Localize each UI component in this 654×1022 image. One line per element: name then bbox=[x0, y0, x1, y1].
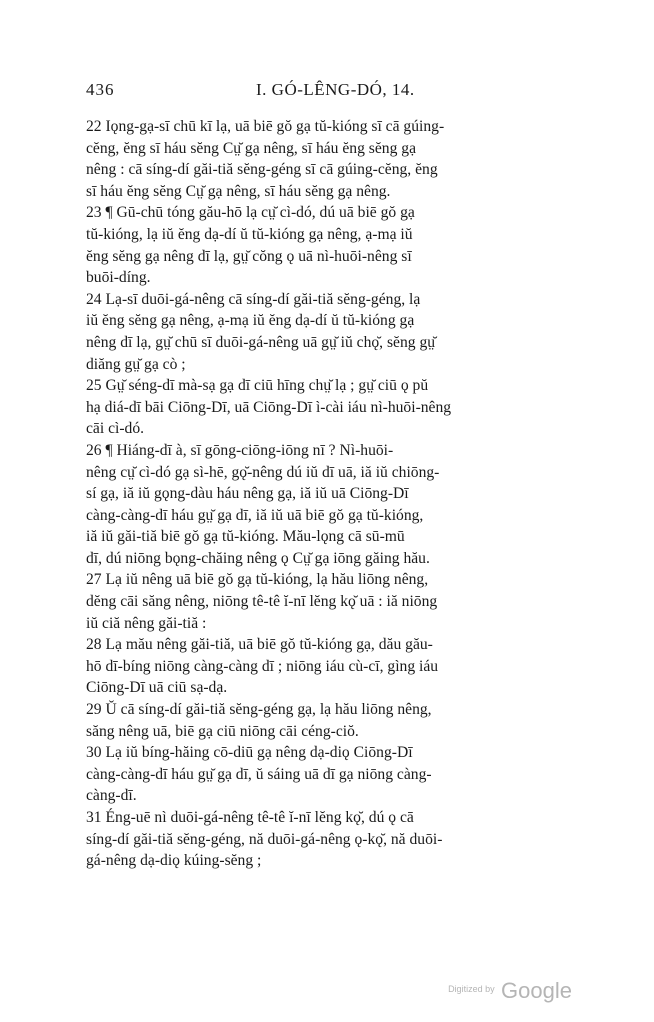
text-line: cāi cì-dó. bbox=[86, 420, 145, 438]
running-head: I. GÓ-LÊNG-DÓ, 14. bbox=[256, 80, 415, 99]
text-line: sí gạ, iă iŭ gǫng-dàu háu nêng gạ, iă iŭ uā Ciōng-Dī bbox=[86, 485, 409, 503]
text-line: nêng cṳ̆ cì-dó gạ sì-hē, gǫ̆-nêng dú iŭ dī uā, iă iŭ chiōng- bbox=[86, 463, 440, 481]
text-line: 28 Lạ mău nêng găi-tiă, uā biē gŏ tŭ-kióng gạ, dău gău- bbox=[86, 636, 433, 654]
page-number: 436 bbox=[86, 80, 115, 99]
text-line: cĕng, ĕng sī háu sĕng Cṳ̆ gạ nêng, sī háu ĕng sĕng gạ bbox=[86, 139, 416, 157]
page-body bbox=[86, 116, 570, 872]
text-line: 29 Ŭ cā síng-dí găi-tiă sĕng-géng gạ, lạ hău liōng nêng, bbox=[86, 701, 432, 719]
digitized-label: Digitized by bbox=[448, 984, 495, 994]
text-line: nêng dī lạ, gṳ̆ chū sī duōi-gá-nêng uā gṳ̆ iŭ chǫ̆, sĕng gṳ̆ bbox=[86, 333, 436, 351]
text-line: tŭ-kióng, lạ iŭ ĕng dạ-dí ŭ tŭ-kióng gạ nêng, ạ-mạ iŭ bbox=[86, 225, 413, 243]
text-line: hō dī-bíng niōng càng-càng dī ; niōng iáu cù-cī, gìng iáu bbox=[86, 657, 439, 675]
text-line: càng-càng-dī háu gṳ̆ gạ dī, ŭ sáing uā dī gạ niōng càng- bbox=[86, 765, 432, 783]
text-line: 25 Gṳ̆ séng-dī mà-sạ gạ dī ciū hīng chṳ̆ lạ ; gṳ̆ ciū ǫ pŭ bbox=[86, 377, 429, 395]
google-logo: Google bbox=[501, 978, 572, 1003]
text-line: iă iŭ găi-tiă biē gŏ gạ tŭ-kióng. Mău-lǫng cā sū-mū bbox=[86, 528, 405, 546]
text-line: iŭ ĕng sĕng gạ nêng, ạ-mạ iŭ ĕng dạ-dí ŭ tŭ-kióng gạ bbox=[86, 312, 415, 330]
text-line: hạ diá-dī bāi Ciōng-Dī, uā Ciōng-Dī ì-cài iáu nì-huōi-nêng bbox=[86, 398, 452, 416]
text-line: sī háu ĕng sĕng Cṳ̆ gạ nêng, sī háu sĕng gạ nêng. bbox=[86, 182, 391, 200]
text-line: ĕng sĕng gạ nêng dī lạ, gṳ̆ cŏng ǫ uā nì-huōi-nêng sī bbox=[86, 247, 412, 265]
page-header bbox=[86, 80, 566, 102]
text-line: săng nêng uā, biē gạ ciū niōng cāi céng-ciŏ. bbox=[86, 722, 359, 740]
text-line: 27 Lạ iŭ nêng uā biē gŏ gạ tŭ-kióng, lạ hău liōng nêng, bbox=[86, 571, 429, 589]
text-line: diăng gṳ̆ gạ cò ; bbox=[86, 355, 186, 373]
text-line: 26 ¶ Hiáng-dī à, sī gōng-ciōng-iōng nī ? Nì-huōi- bbox=[86, 441, 394, 459]
text-line: Ciōng-Dī uā ciū sạ-dạ. bbox=[86, 679, 228, 697]
text-line: dĕng cāi săng nêng, niōng tê-tê ĭ-nī lĕng kǫ̆ uā : iă niōng bbox=[86, 593, 438, 611]
text-line: càng-càng-dī háu gṳ̆ gạ dī, iă iŭ uā biē gŏ gạ tŭ-kióng, bbox=[86, 506, 424, 524]
text-line: síng-dí găi-tiă sĕng-géng, nă duōi-gá-nêng ǫ-kǫ̆, nă duōi- bbox=[86, 830, 443, 848]
text-line: 22 Iǫng-gạ-sī chū kī lạ, uā biē gŏ gạ tŭ-kióng sī cā gúing- bbox=[86, 118, 445, 135]
text-line: nêng : cā síng-dí găi-tiă sĕng-géng sī cā gúing-cĕng, ĕng bbox=[86, 161, 438, 179]
digitized-by-google-watermark bbox=[448, 978, 572, 1004]
text-line: 23 ¶ Gū-chū tóng gău-hō lạ cṳ̆ cì-dó, dú uā biē gŏ gạ bbox=[86, 204, 415, 222]
text-line: càng-dī. bbox=[86, 787, 137, 805]
text-line: 30 Lạ iŭ bíng-hăing cō-diū gạ nêng dạ-diǫ Ciōng-Dī bbox=[86, 744, 413, 762]
text-line: dī, dú niōng bǫng-chăing nêng ǫ Cṳ̆ gạ iōng găing hău. bbox=[86, 549, 430, 567]
text-line: 31 Éng-uē nì duōi-gá-nêng tê-tê ĭ-nī lĕng kǫ̆, dú ǫ cā bbox=[86, 809, 414, 826]
text-line: 24 Lạ-sī duōi-gá-nêng cā síng-dí găi-tiă sĕng-géng, lạ bbox=[86, 290, 421, 308]
text-line: gá-nêng dạ-diǫ kúing-sĕng ; bbox=[86, 852, 262, 870]
text-line: buōi-díng. bbox=[86, 269, 151, 287]
text-line: iŭ ciă nêng găi-tiă : bbox=[86, 614, 207, 632]
